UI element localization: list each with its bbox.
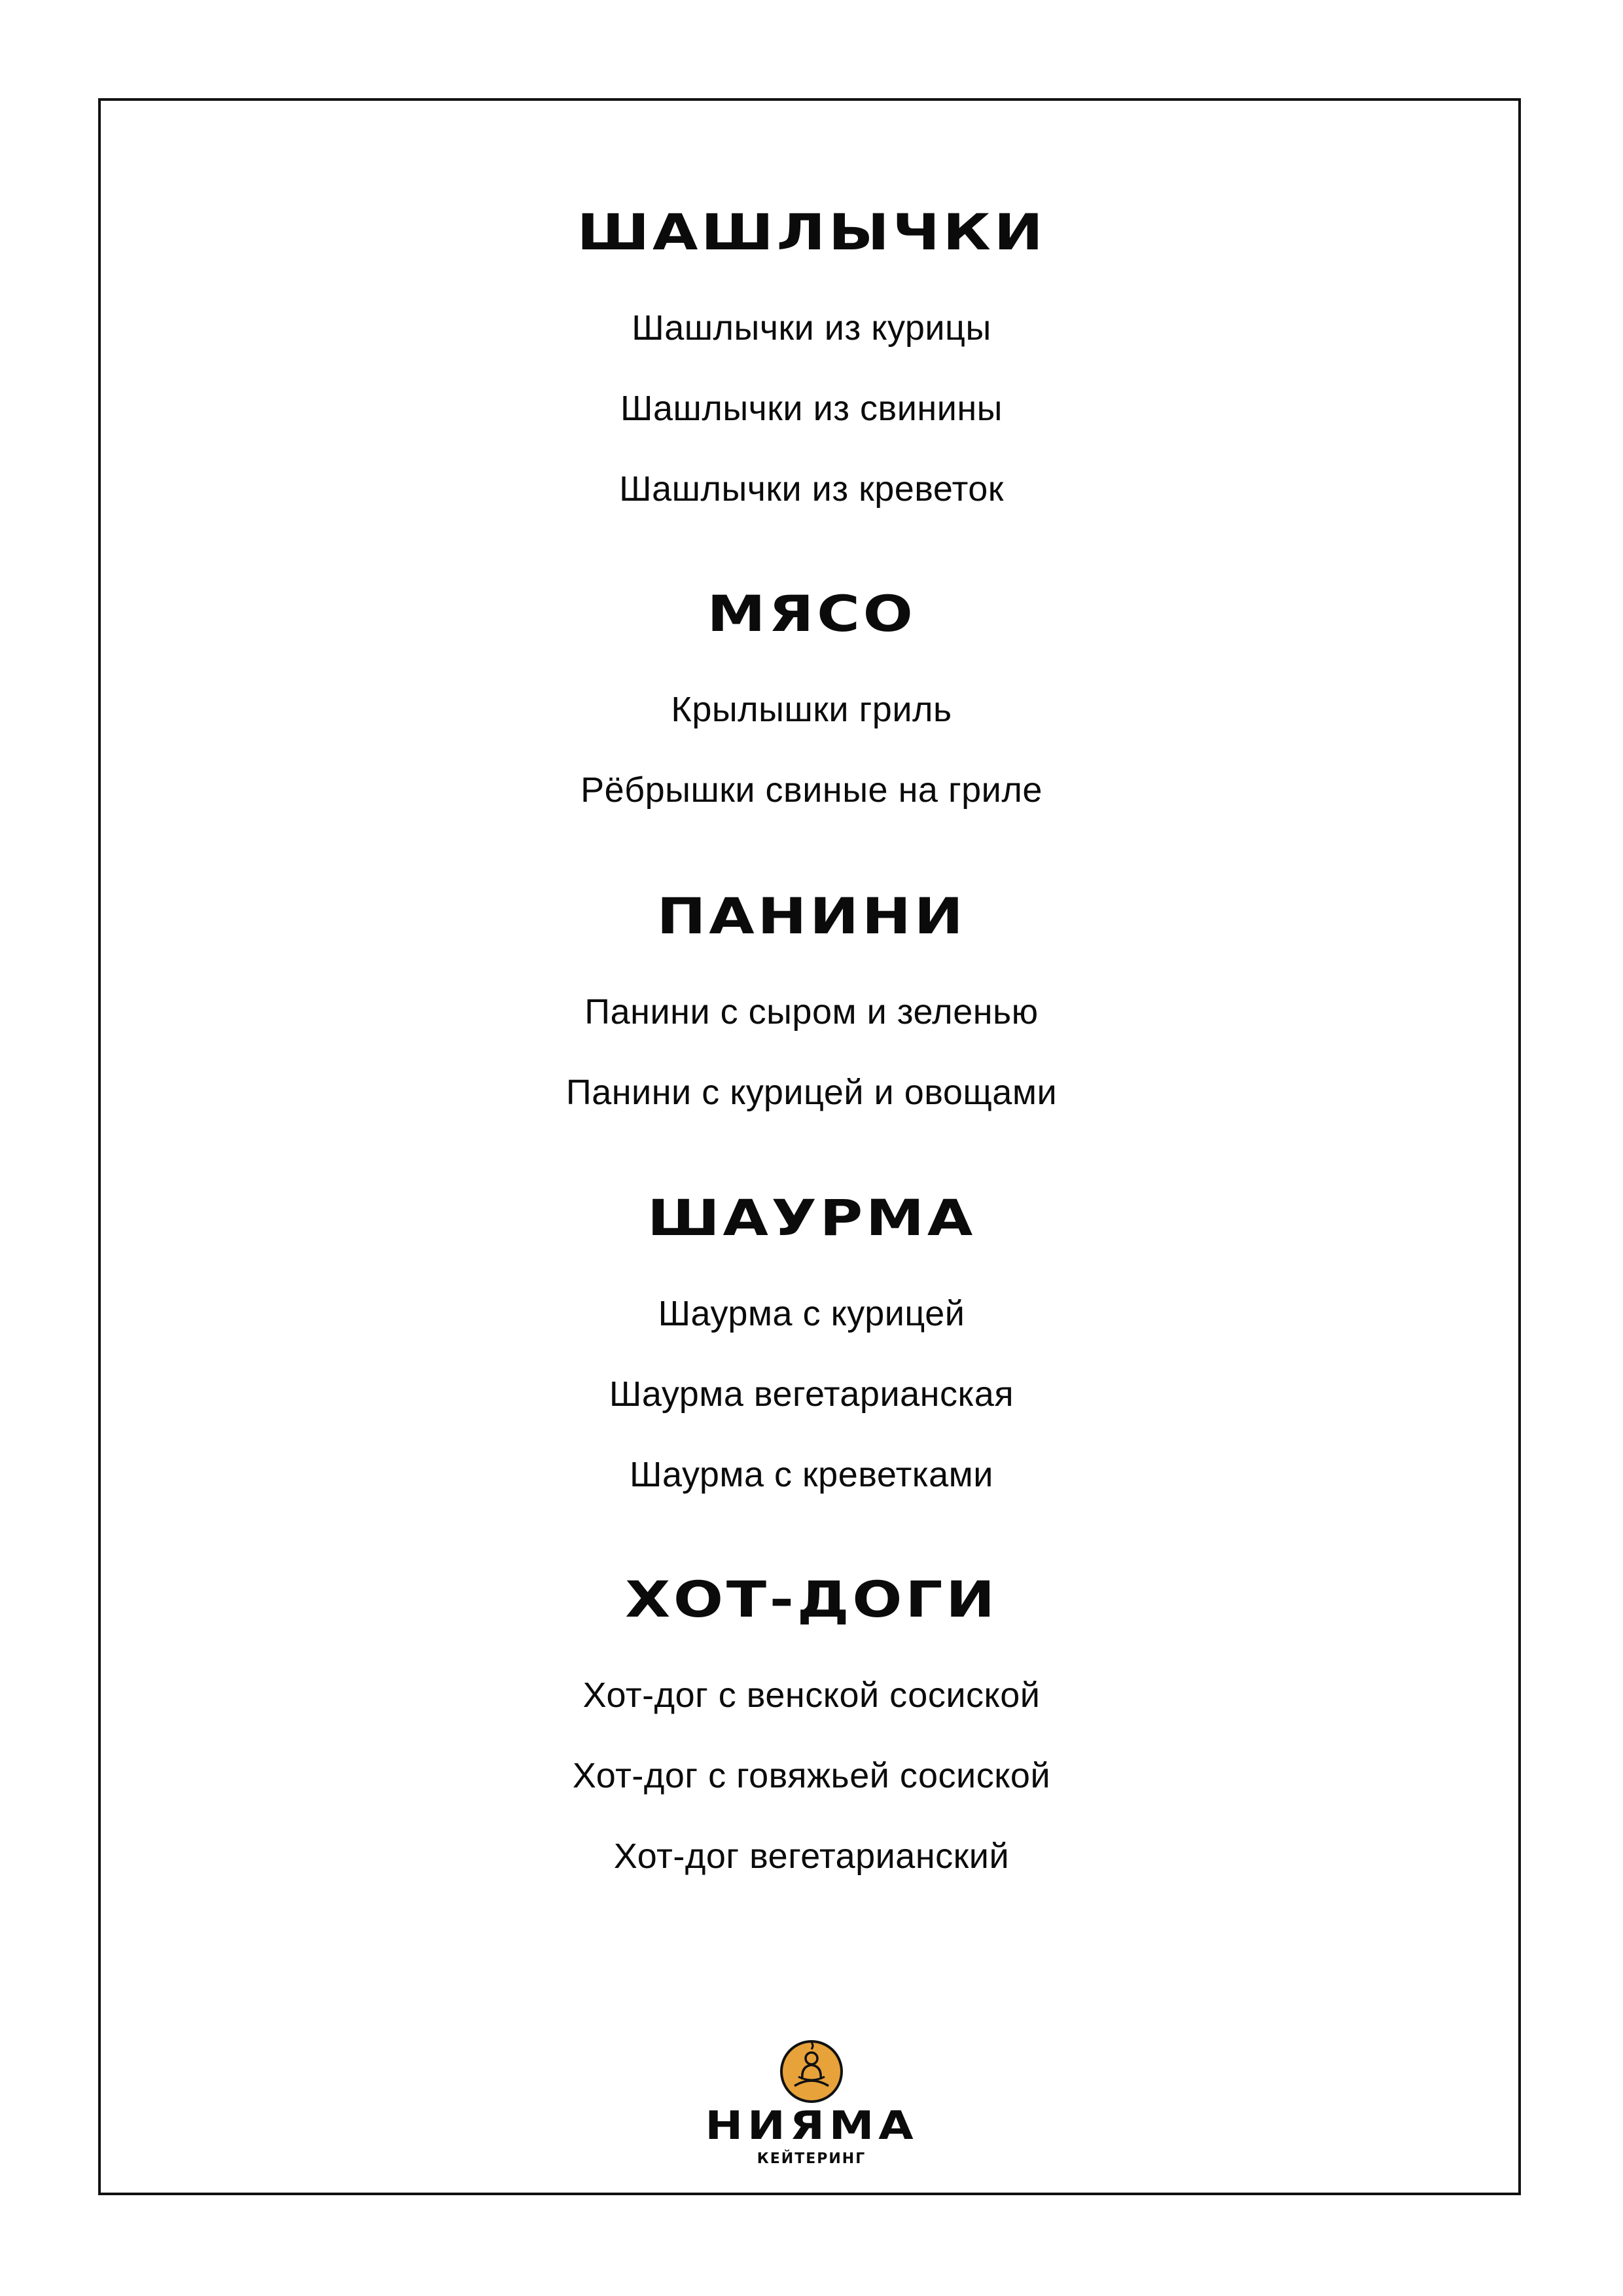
menu-item: Хот-дог вегетарианский — [613, 1837, 1010, 1876]
menu-item: Шаурма с курицей — [658, 1294, 965, 1333]
item-list — [0, 1655, 1623, 1897]
menu-item: Рёбрышки свиные на гриле — [580, 770, 1043, 810]
item-list — [0, 1274, 1623, 1515]
section-title: ПАНИНИ — [656, 887, 967, 945]
section-title: ШАШЛЫЧКИ — [577, 203, 1046, 261]
menu-item: Шаурма вегетарианская — [609, 1374, 1014, 1414]
item-list — [0, 670, 1623, 831]
menu-item: Панини с курицей и овощами — [565, 1073, 1058, 1112]
menu-item: Хот-дог с венской сосиской — [582, 1676, 1041, 1715]
item-list — [0, 288, 1623, 529]
brand-subtitle: КЕЙТЕРИНГ — [757, 2151, 866, 2167]
section-title: ШАУРМА — [647, 1189, 976, 1247]
menu-item: Шашлычки из свинины — [620, 389, 1003, 428]
item-list — [0, 972, 1623, 1133]
brand-name: НИЯМА — [705, 2103, 918, 2149]
menu-item: Панини с сыром и зеленью — [584, 992, 1039, 1031]
menu-item: Хот-дог с говяжьей сосиской — [572, 1756, 1051, 1795]
menu-item: Шашлычки из курицы — [632, 308, 991, 348]
menu-item: Крылышки гриль — [671, 690, 952, 729]
section-hot-dogi — [0, 1570, 1623, 1897]
brand-logo — [681, 2039, 942, 2170]
section-panini — [0, 887, 1623, 1133]
meditating-figure-icon — [779, 2039, 844, 2104]
section-myaso — [0, 584, 1623, 831]
menu-item: Шаурма с креветками — [630, 1455, 993, 1494]
section-shashlychki — [0, 203, 1623, 529]
menu-item: Шашлычки из креветок — [619, 469, 1004, 509]
section-title: ХОТ-ДОГИ — [625, 1570, 998, 1628]
section-shaurma — [0, 1189, 1623, 1515]
section-title: МЯСО — [707, 584, 916, 643]
